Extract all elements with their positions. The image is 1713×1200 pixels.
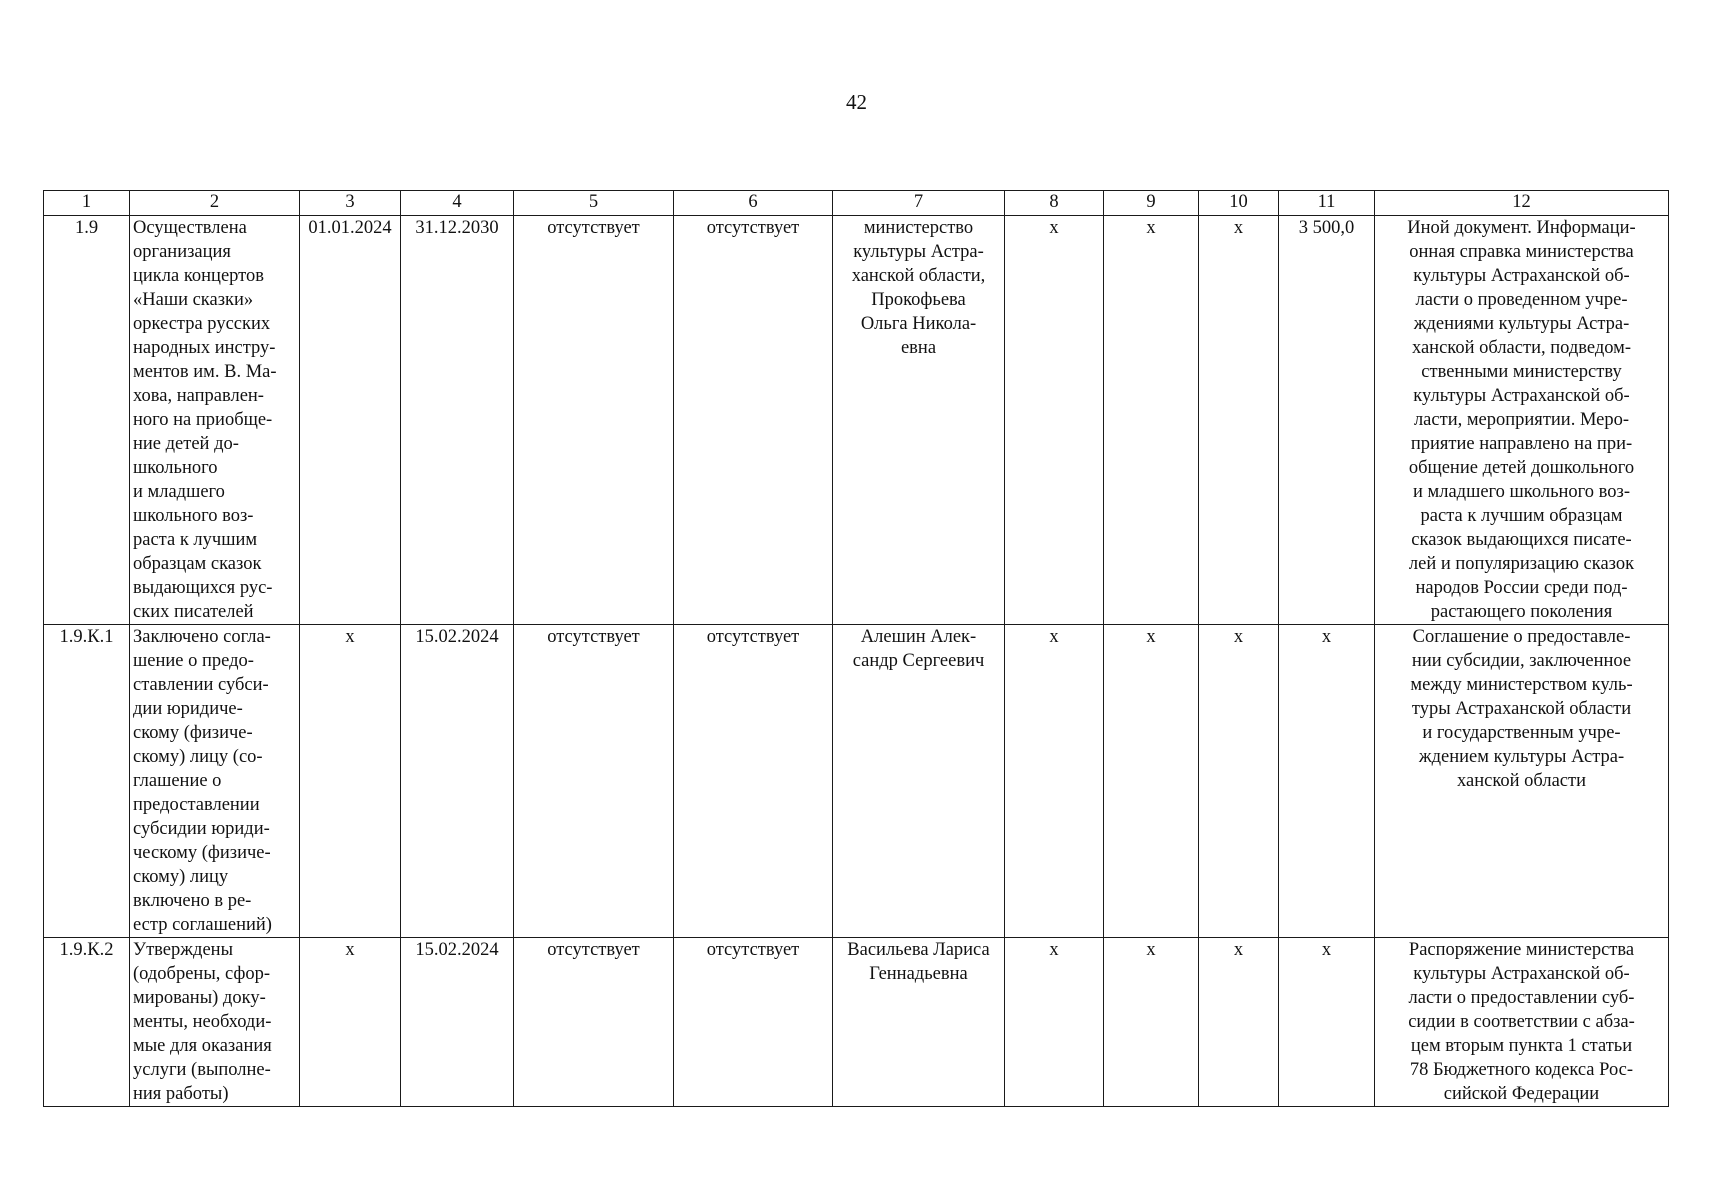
end-date: 31.12.2030	[415, 218, 499, 238]
end-date-cell	[401, 625, 514, 938]
activity-name: Заключено согла- шение о предо- ставлении субси- дии юридиче- скому (физиче- скому) лицу (со- глашение о предоставлении субсидии юриди- ческому (физиче- скому) лицу включено в ре- естр соглашений)	[133, 627, 272, 935]
col8-cell	[1005, 938, 1104, 1107]
col8-value: х	[1049, 940, 1059, 960]
start-date-cell	[300, 938, 401, 1107]
row-id: 1.9	[74, 218, 99, 238]
col9-cell	[1104, 216, 1199, 625]
responsible-cell	[833, 216, 1005, 625]
end-date: 15.02.2024	[415, 627, 499, 647]
column-header: 7	[833, 191, 1005, 216]
activity-name-cell	[130, 216, 300, 625]
end-date: 15.02.2024	[415, 940, 499, 960]
col11-value: х	[1321, 940, 1332, 960]
col8-cell	[1005, 216, 1104, 625]
responsible-cell	[833, 625, 1005, 938]
activity-name: Утверждены (одобрены, сфор- мированы) доку- менты, необходи- мые для оказания услуги (выполне- ния работы)	[133, 940, 272, 1104]
col6-value: отсутствует	[706, 218, 800, 238]
col11-cell	[1279, 216, 1375, 625]
row-id: 1.9.К.1	[59, 627, 114, 647]
col9-cell	[1104, 938, 1199, 1107]
document-text: Иной документ. Информаци- онная справка министерства культуры Астраханской об- ласти о проведенном учре- ждениями культуры Астра- ханской области, подведом- ственными министерству культуры Астраханской об- ласти, мероприятии. Меро- приятие направлено на при- общение детей дошкольного и младшего школьного воз- раста к лучшим образцам сказок выдающихся писате- лей и популяризацию сказок народов России среди под- растающего поколения	[1407, 218, 1636, 622]
col6-value: отсутствует	[706, 627, 800, 647]
col8-cell	[1005, 625, 1104, 938]
document-cell	[1375, 938, 1669, 1107]
column-header: 8	[1005, 191, 1104, 216]
responsible-person: Алешин Алек- сандр Сергеевич	[852, 627, 985, 671]
column-header: 2	[130, 191, 300, 216]
col5-cell	[514, 216, 674, 625]
end-date-cell	[401, 216, 514, 625]
col5-value: отсутствует	[547, 627, 640, 647]
column-header: 6	[674, 191, 833, 216]
col11-value: х	[1321, 627, 1332, 647]
row-id: 1.9.К.2	[59, 940, 114, 960]
col6-cell	[674, 938, 833, 1107]
col8-value: х	[1049, 218, 1059, 238]
table-row	[44, 216, 1669, 625]
col6-cell	[674, 216, 833, 625]
activity-table	[43, 190, 1669, 1107]
col8-value: х	[1049, 627, 1059, 647]
col10-cell	[1199, 216, 1279, 625]
start-date-cell	[300, 216, 401, 625]
col9-cell	[1104, 625, 1199, 938]
column-header: 3	[300, 191, 401, 216]
column-header: 10	[1199, 191, 1279, 216]
start-date-cell	[300, 625, 401, 938]
document-text: Соглашение о предоставле- нии субсидии, заключенное между министерством куль- туры Астраханской области и государственным учре- ждением культуры Астра- ханской области	[1410, 627, 1633, 791]
start-date: х	[345, 940, 355, 960]
col10-cell	[1199, 625, 1279, 938]
column-header: 5	[514, 191, 674, 216]
row-id-cell	[44, 938, 130, 1107]
table-row	[44, 938, 1669, 1107]
page-number: 42	[846, 90, 867, 114]
column-header: 1	[44, 191, 130, 216]
col11-value: 3 500,0	[1298, 218, 1355, 238]
column-header: 4	[401, 191, 514, 216]
row-id-cell	[44, 625, 130, 938]
col5-value: отсутствует	[547, 940, 640, 960]
end-date-cell	[401, 938, 514, 1107]
activity-name: Осуществлена организация цикла концертов «Наши сказки» оркестра русских народных инстру- ментов им. В. Ма- хова, направлен- ного на приобще- ние детей до- школьного и младшего школьного воз- раста к лучшим образцам сказок выдающихся рус- ских писателей	[133, 218, 277, 622]
col5-cell	[514, 625, 674, 938]
header-row	[44, 191, 1669, 216]
column-header: 11	[1279, 191, 1375, 216]
col10-cell	[1199, 938, 1279, 1107]
responsible-person: министерство культуры Астра- ханской области, Прокофьева Ольга Никола- евна	[851, 218, 986, 358]
col10-value: х	[1233, 218, 1244, 238]
col11-cell	[1279, 625, 1375, 938]
column-header: 12	[1375, 191, 1669, 216]
start-date: х	[345, 627, 355, 647]
row-id-cell	[44, 216, 130, 625]
document-cell	[1375, 625, 1669, 938]
activity-name-cell	[130, 625, 300, 938]
col10-value: х	[1233, 940, 1244, 960]
document-cell	[1375, 216, 1669, 625]
document-text: Распоряжение министерства культуры Астраханской об- ласти о предоставлении суб- сидии в соответствии с абза- цем вторым пункта 1 статьи 78 Бюджетного кодекса Рос- сийской Федерации	[1408, 940, 1635, 1104]
col5-value: отсутствует	[547, 218, 640, 238]
responsible-cell	[833, 938, 1005, 1107]
col9-value: х	[1146, 218, 1156, 238]
table-row	[44, 625, 1669, 938]
col9-value: х	[1146, 940, 1156, 960]
col11-cell	[1279, 938, 1375, 1107]
col10-value: х	[1233, 627, 1244, 647]
start-date: 01.01.2024	[308, 218, 392, 238]
col6-cell	[674, 625, 833, 938]
responsible-person: Васильева Лариса Геннадьевна	[847, 940, 990, 984]
column-header: 9	[1104, 191, 1199, 216]
col9-value: х	[1146, 627, 1156, 647]
col6-value: отсутствует	[706, 940, 800, 960]
activity-name-cell	[130, 938, 300, 1107]
col5-cell	[514, 938, 674, 1107]
